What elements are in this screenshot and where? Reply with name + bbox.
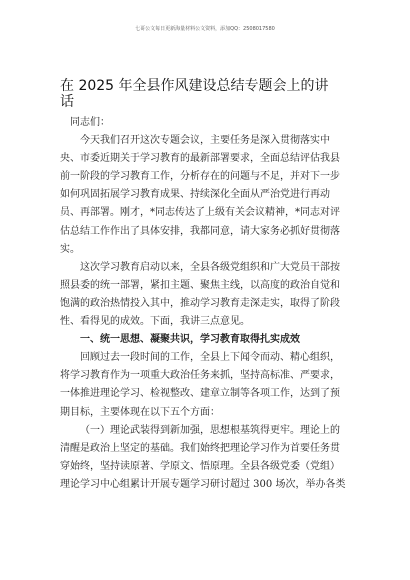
paragraph-line: 性、看得见的成效。下面，我讲三点意见。: [60, 316, 250, 328]
paragraph-line: 实。: [60, 243, 80, 255]
paragraph-line: 央、市委近期关于学习教育的最新部署要求，全面总结评估我县: [60, 153, 340, 165]
paragraph-line: 一体推进理论学习、检视整改、建章立制等各项工作，达到了预: [60, 388, 340, 400]
section-heading: 一、统一思想、凝聚共识，学习教育取得扎实成效: [80, 334, 300, 346]
paragraph-line: 照县委的统一部署，紧扣主题、聚焦主线，以高度的政治自觉和: [60, 279, 340, 291]
paragraph-line: 清醒是政治上坚定的基础。我们始终把理论学习作为首要任务贯: [60, 442, 340, 454]
paragraph-line: 这次学习教育启动以来，全县各级党组织和广大党员干部按: [80, 261, 340, 273]
paragraph-line: 期目标，主要体现在以下五个方面：: [60, 406, 220, 418]
paragraph-line: 前一阶段的学习教育工作，分析存在的问题与不足，并对下一步: [60, 171, 340, 183]
title-line: 话: [60, 94, 74, 110]
speech-body: [60, 114, 360, 494]
page-header: 七哥公文每日更新海量材料公文资料，添加QQ：2508017580: [135, 26, 275, 32]
paragraph-line: 如何巩固拓展学习教育成果、持续深化全面从严治党进行再动: [60, 189, 330, 201]
title-line: 在 2025 年全县作风建设总结专题会上的讲: [60, 78, 329, 94]
paragraph-line: 员、再部署。刚才，*同志传达了上级有关会议精神，*同志对评: [60, 207, 340, 219]
paragraph-line: 估总结工作作出了具体安排，我都同意，请大家务必抓好贯彻落: [60, 225, 340, 237]
paragraph-line: （一）理论武装得到新加强，思想根基筑得更牢。理论上的: [80, 424, 340, 436]
paragraph-line: 同志们：: [70, 117, 110, 128]
paragraph-line: 饱满的政治热情投入其中，推动学习教育走深走实，取得了阶段: [60, 297, 340, 309]
speech-title: [60, 78, 360, 110]
paragraph-line: 将学习教育作为一项重大政治任务来抓，坚持高标准、严要求，: [60, 370, 340, 382]
paragraph-line: 理论学习中心组累计开展专题学习研讨超过 300 场次，举办各类: [60, 478, 346, 490]
paragraph-line: 穿始终，坚持读原著、学原文、悟原理。全县各级党委（党组）: [60, 460, 340, 472]
paragraph-line: 回顾过去一段时间的工作，全县上下闻令而动、精心组织，: [80, 352, 340, 364]
paragraph-line: 今天我们召开这次专题会议，主要任务是深入贯彻落实中: [80, 135, 330, 147]
